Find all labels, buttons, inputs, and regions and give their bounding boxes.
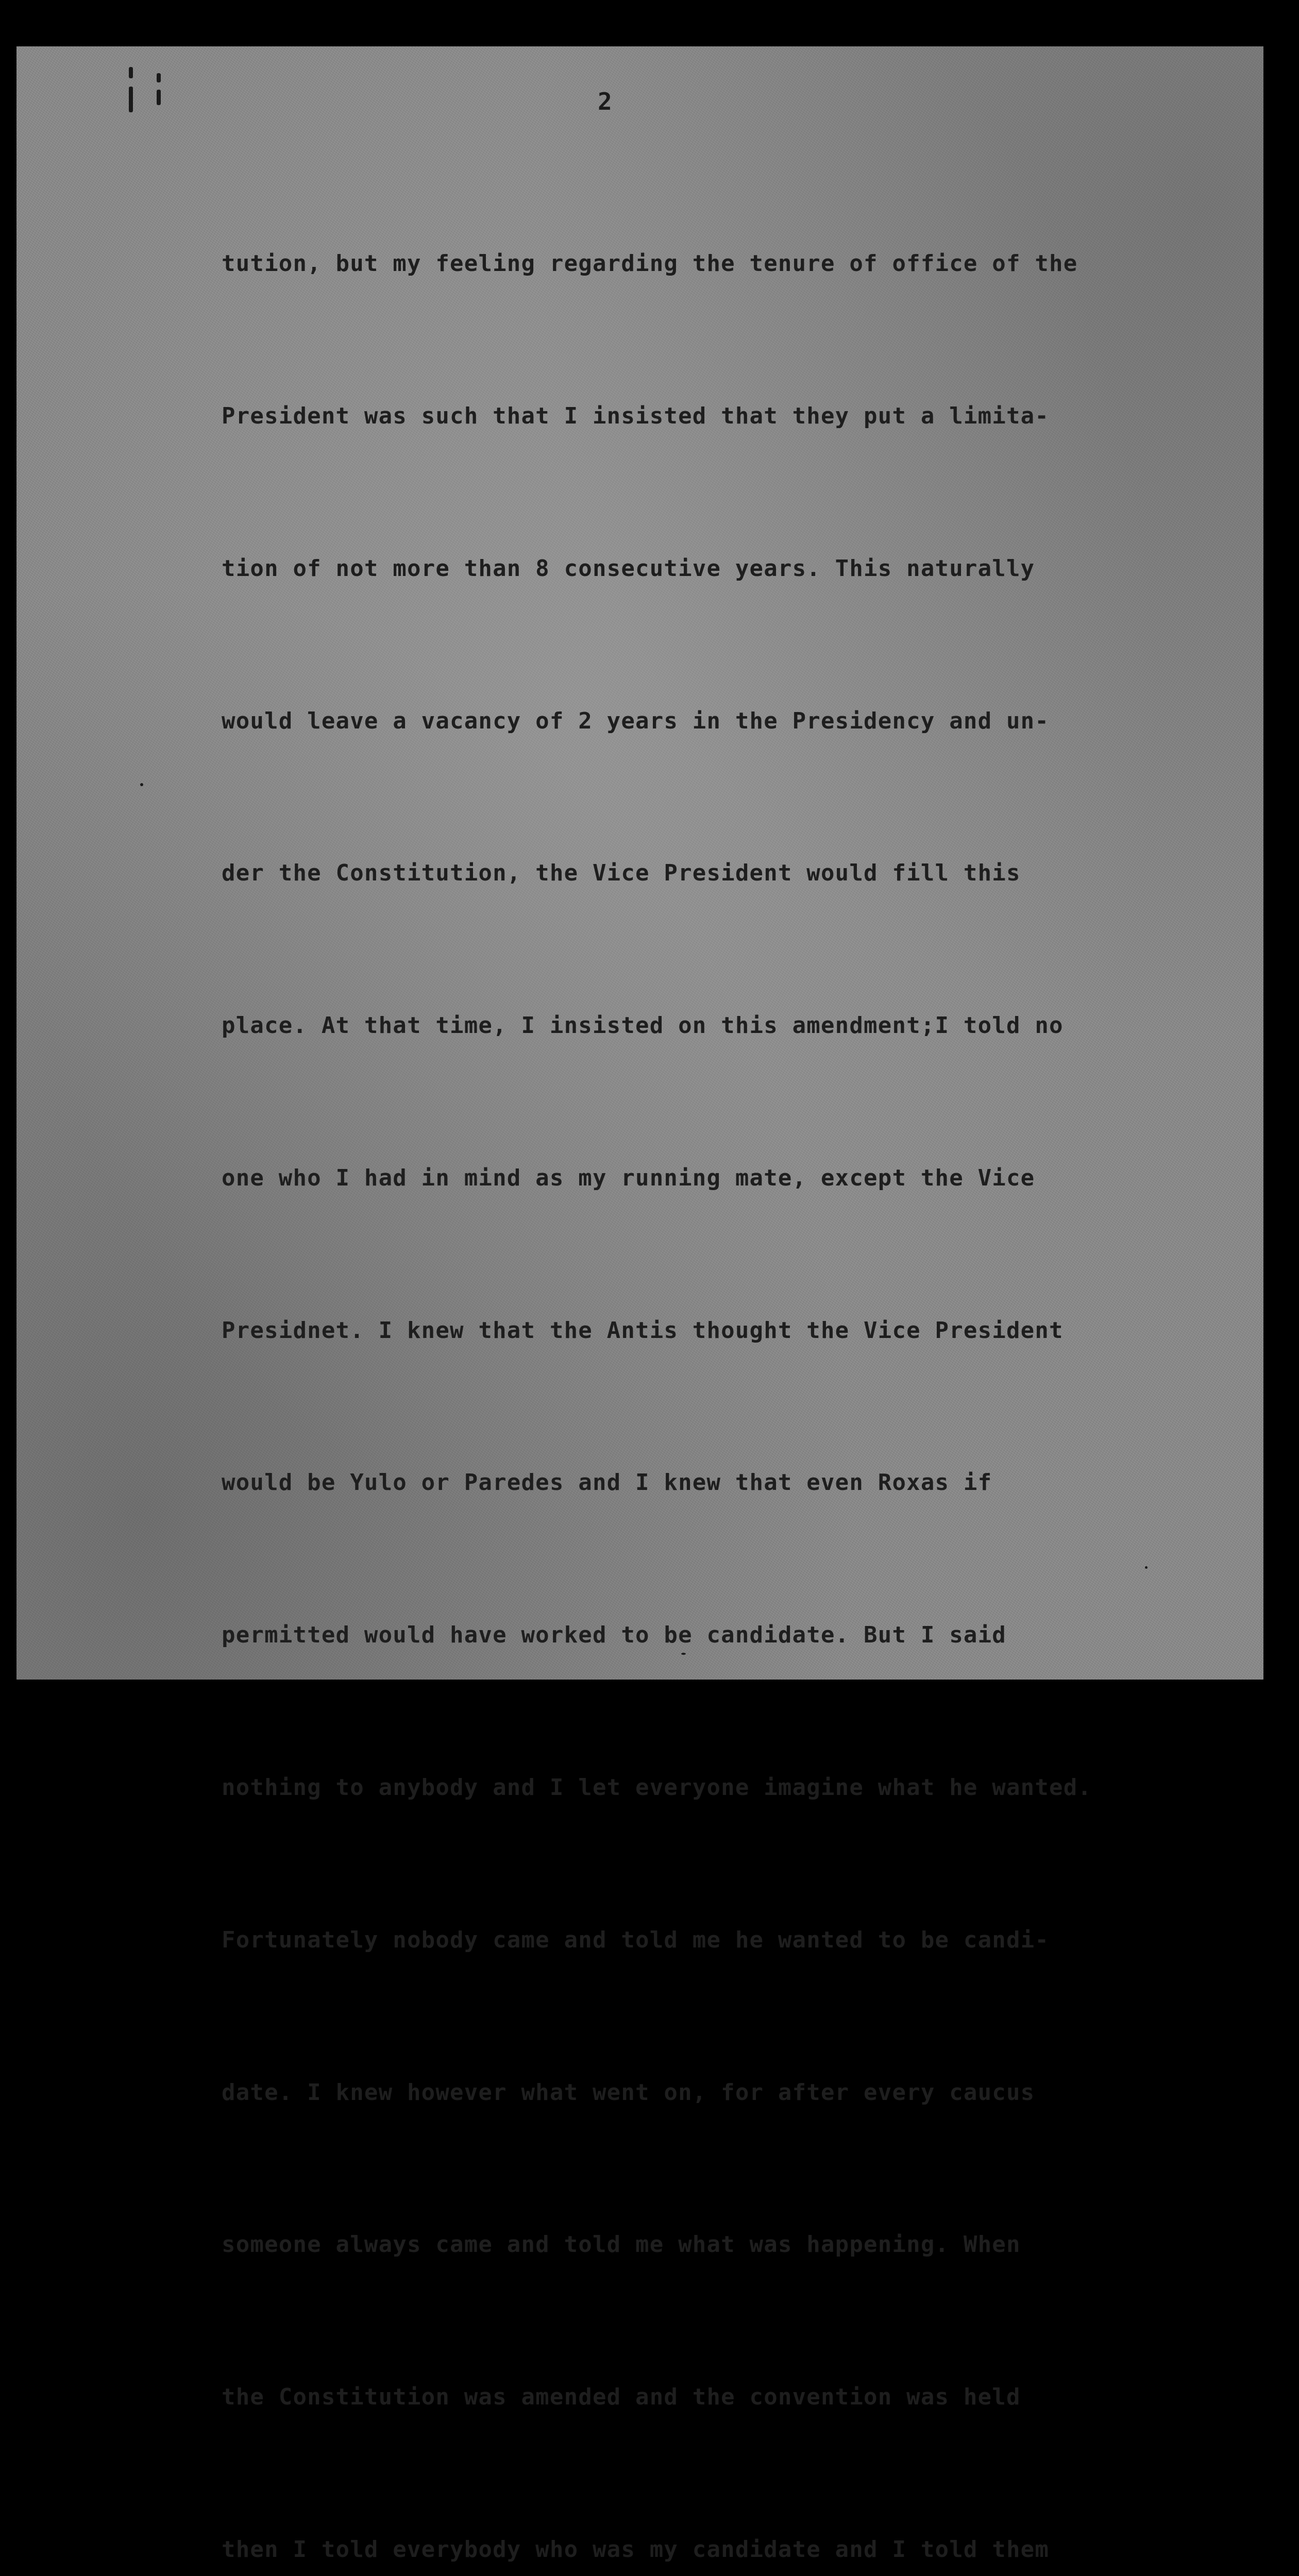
page-number: 2	[598, 88, 612, 115]
binder-hole-mark	[157, 73, 161, 82]
text-line: the Constitution was amended and the convention was held	[222, 2384, 1021, 2411]
binder-hole-mark	[129, 87, 133, 112]
text-line: nothing to anybody and I let everyone imagine what he wanted.	[222, 1774, 1092, 1801]
text-line: Fortunately nobody came and told me he wanted to be candi-	[222, 1926, 1050, 1953]
text-line: President was such that I insisted that they put a limita-	[222, 402, 1050, 429]
text-line: date. I knew however what went on, for after every caucus	[222, 2079, 1035, 2106]
text-line: Presidnet. I knew that the Antis thought the Vice President	[222, 1317, 1064, 1344]
body-text	[222, 137, 1242, 2576]
binder-hole-mark	[129, 67, 133, 78]
text-line: then I told everybody who was my candidate and I told them	[222, 2536, 1050, 2563]
text-line: permitted would have worked to be candidate. But I said	[222, 1622, 1006, 1649]
text-line: place. At that time, I insisted on this amendment;I told no	[222, 1012, 1064, 1039]
text-line: der the Constitution, the Vice President would fill this	[222, 860, 1021, 887]
text-line: someone always came and told me what was happening. When	[222, 2231, 1021, 2258]
text-line: would be Yulo or Paredes and I knew that even Roxas if	[222, 1469, 992, 1496]
text-line: one who I had in mind as my running mate, except the Vice	[222, 1164, 1035, 1191]
binder-hole-mark	[157, 90, 161, 105]
text-line: tution, but my feeling regarding the tenure of office of the	[222, 250, 1078, 277]
text-line: tion of not more than 8 consecutive years. This naturally	[222, 555, 1035, 582]
text-line: would leave a vacancy of 2 years in the Presidency and un-	[222, 707, 1050, 734]
scan-speck	[140, 783, 143, 786]
